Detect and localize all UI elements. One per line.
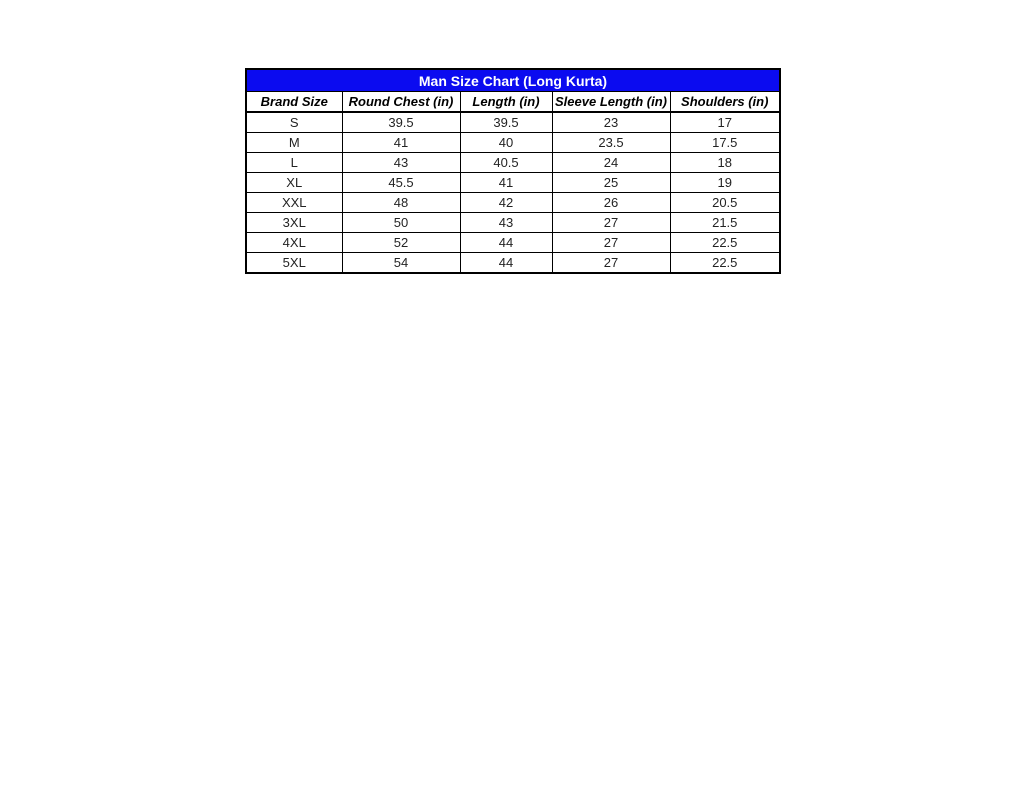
- table-cell: 26: [552, 193, 670, 213]
- table-cell: 22.5: [670, 233, 780, 253]
- column-header: Brand Size: [246, 92, 342, 113]
- table-cell: 4XL: [246, 233, 342, 253]
- table-cell: 27: [552, 253, 670, 274]
- table-cell: 17.5: [670, 133, 780, 153]
- table-cell: 21.5: [670, 213, 780, 233]
- table-cell: 50: [342, 213, 460, 233]
- table-row: [246, 233, 780, 253]
- table-row: [246, 153, 780, 173]
- table-cell: 41: [460, 173, 552, 193]
- column-header: Shoulders (in): [670, 92, 780, 113]
- table-cell: 23: [552, 112, 670, 133]
- table-cell: 39.5: [460, 112, 552, 133]
- table-cell: 27: [552, 233, 670, 253]
- table-cell: 42: [460, 193, 552, 213]
- table-cell: 39.5: [342, 112, 460, 133]
- table-title-row: [246, 69, 780, 92]
- table-cell: XL: [246, 173, 342, 193]
- table-cell: L: [246, 153, 342, 173]
- table-cell: 17: [670, 112, 780, 133]
- table-cell: S: [246, 112, 342, 133]
- table-row: [246, 173, 780, 193]
- size-table-body: [246, 112, 780, 273]
- table-cell: 3XL: [246, 213, 342, 233]
- table-title: Man Size Chart (Long Kurta): [246, 69, 780, 92]
- table-row: [246, 213, 780, 233]
- table-cell: 18: [670, 153, 780, 173]
- table-row: [246, 112, 780, 133]
- table-cell: 48: [342, 193, 460, 213]
- table-cell: 43: [342, 153, 460, 173]
- table-cell: 23.5: [552, 133, 670, 153]
- table-cell: 24: [552, 153, 670, 173]
- table-header-row: [246, 92, 780, 113]
- table-cell: 19: [670, 173, 780, 193]
- column-header: Round Chest (in): [342, 92, 460, 113]
- table-cell: 54: [342, 253, 460, 274]
- table-row: [246, 193, 780, 213]
- table-cell: 20.5: [670, 193, 780, 213]
- column-header: Sleeve Length (in): [552, 92, 670, 113]
- table-cell: 44: [460, 233, 552, 253]
- table-cell: XXL: [246, 193, 342, 213]
- table-cell: 5XL: [246, 253, 342, 274]
- table-cell: 52: [342, 233, 460, 253]
- table-cell: 41: [342, 133, 460, 153]
- column-header: Length (in): [460, 92, 552, 113]
- table-row: [246, 133, 780, 153]
- table-cell: 27: [552, 213, 670, 233]
- table-cell: 43: [460, 213, 552, 233]
- table-cell: 25: [552, 173, 670, 193]
- table-row: [246, 253, 780, 274]
- table-cell: 40: [460, 133, 552, 153]
- table-cell: 45.5: [342, 173, 460, 193]
- size-chart-table: [245, 68, 781, 274]
- table-cell: 44: [460, 253, 552, 274]
- table-cell: M: [246, 133, 342, 153]
- table-cell: 40.5: [460, 153, 552, 173]
- table-cell: 22.5: [670, 253, 780, 274]
